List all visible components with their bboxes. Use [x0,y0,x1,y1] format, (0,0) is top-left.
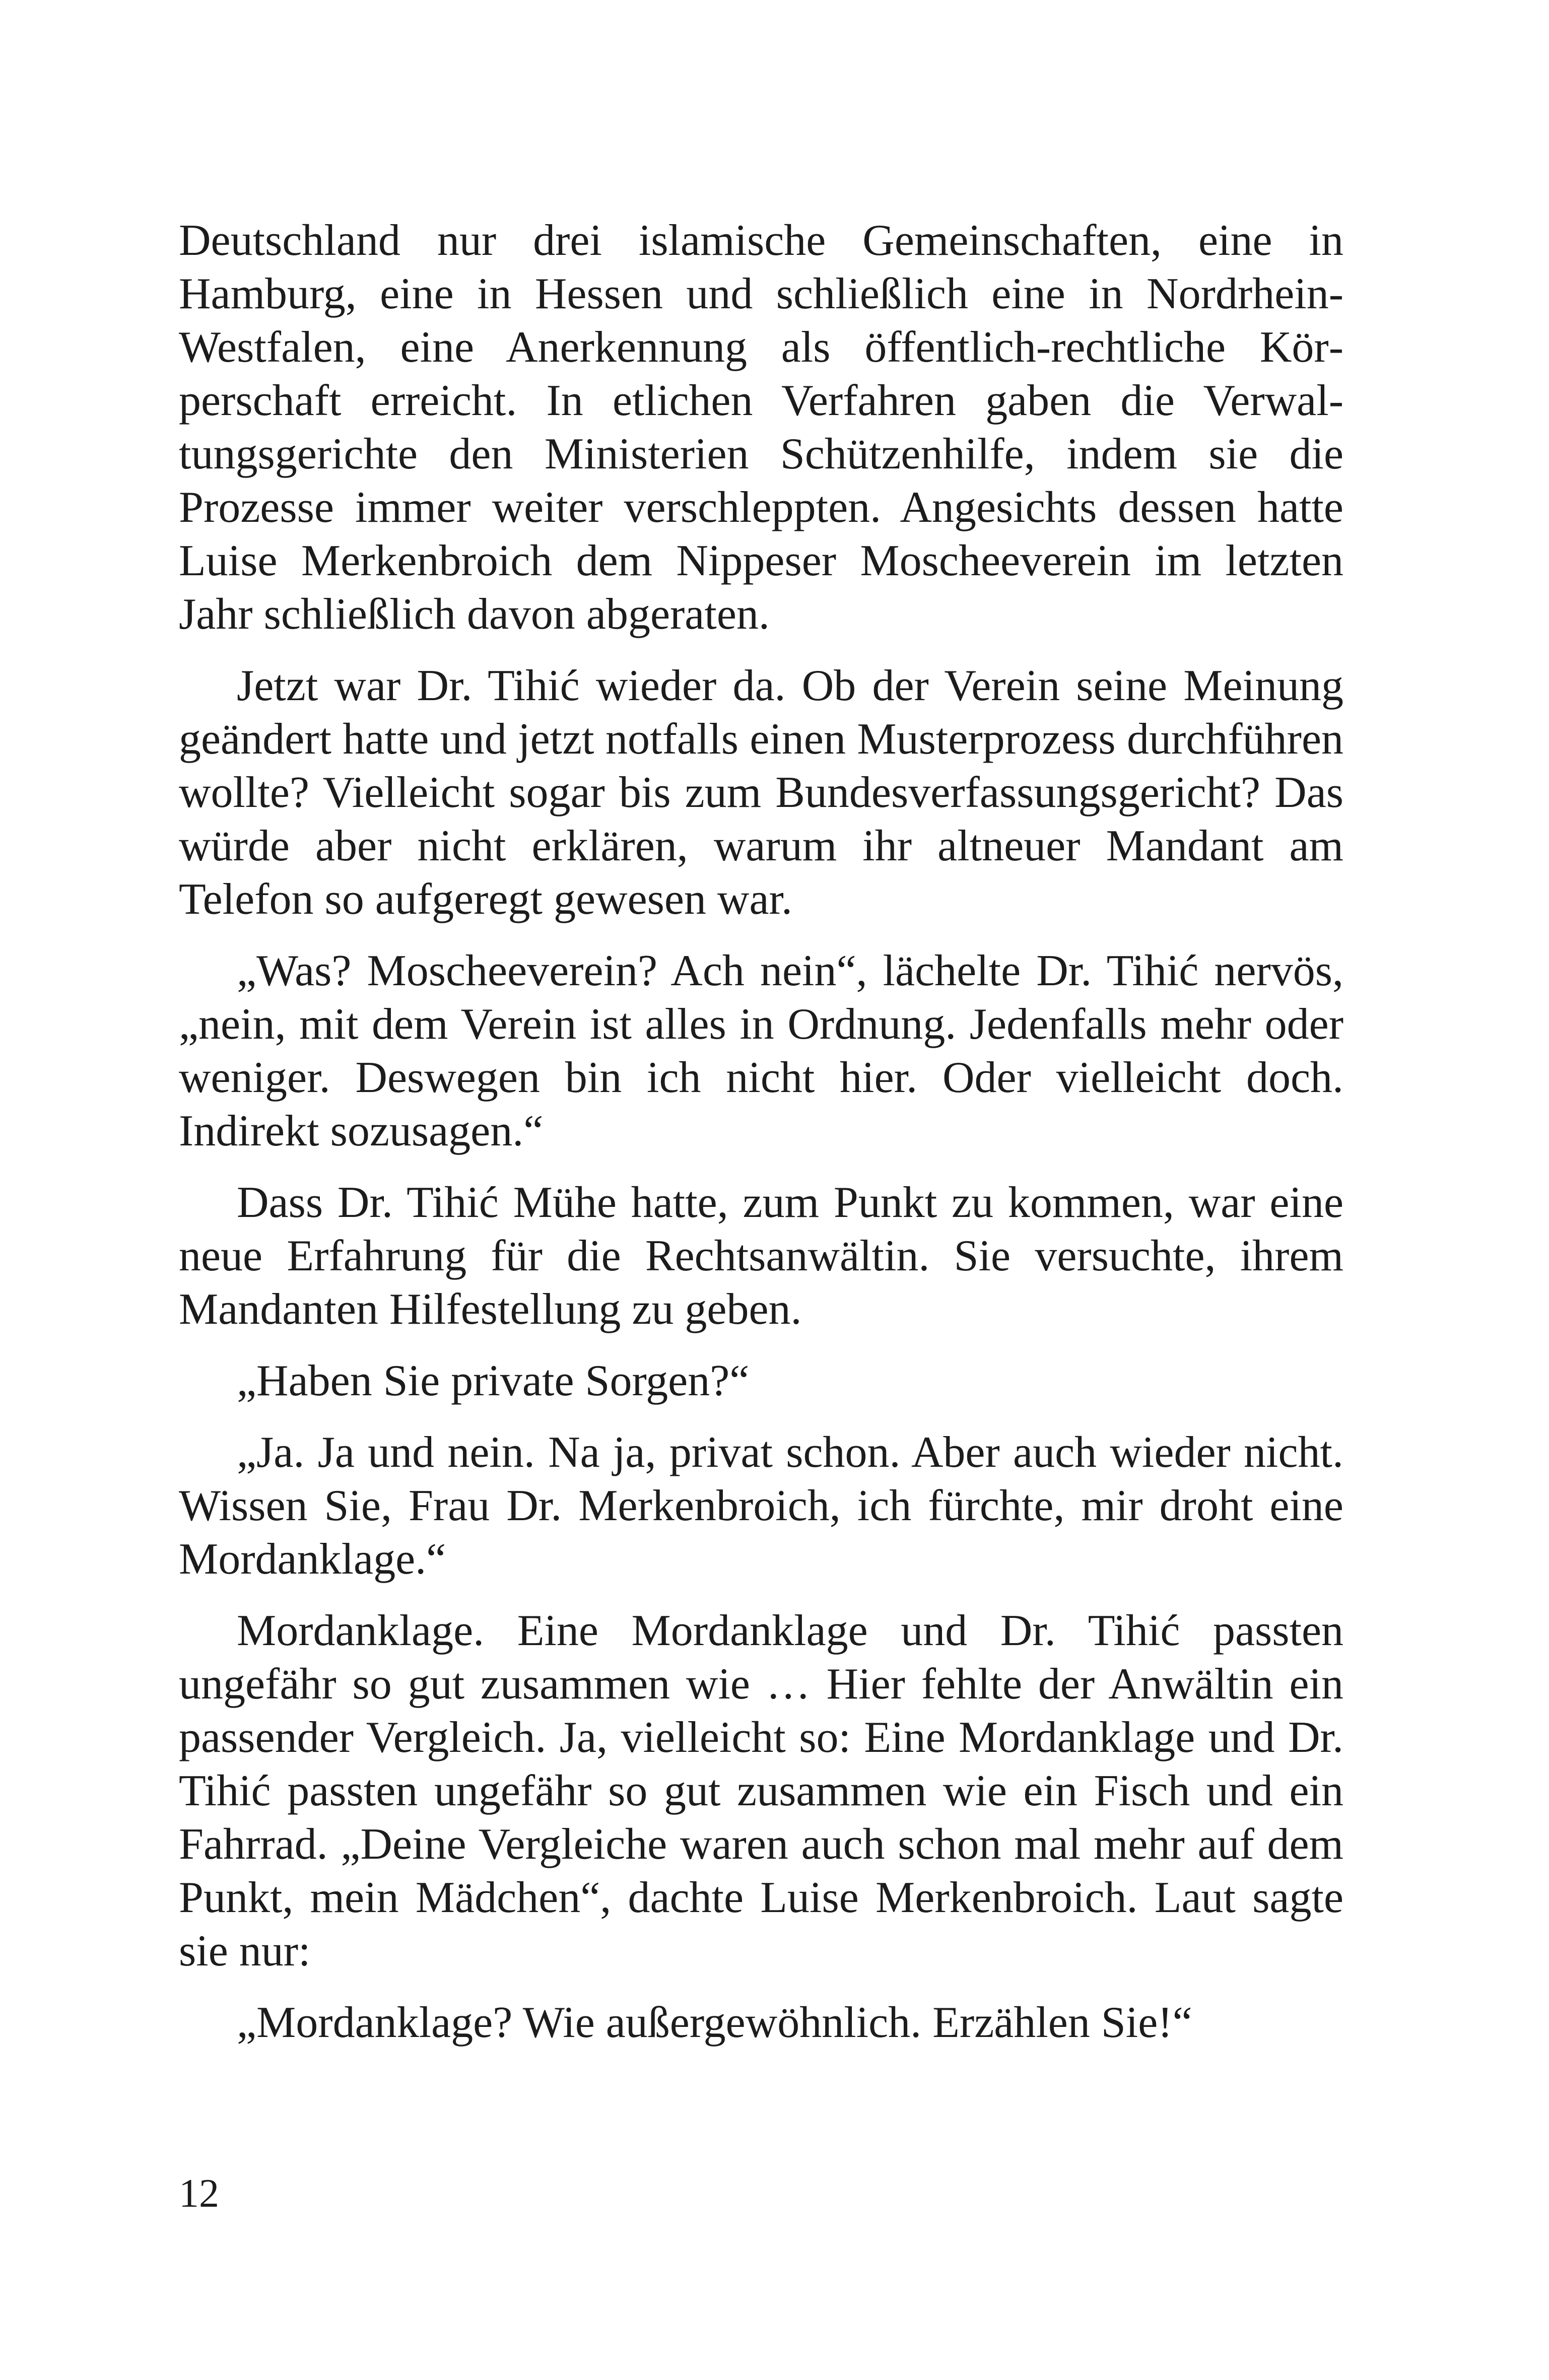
paragraph-1: Deutschland nur drei islamische Gemeinschaften, eine in Hamburg, eine in Hessen und schließlich eine in Nordrhein-Westfalen, eine Anerkennung als öffentlich-rechtliche Körperschaft erreicht. In etlichen Verfahren gaben die Verwaltungsgerichte den Ministerien Schützenhilfe, indem sie die Prozesse immer weiter verschleppten. Angesichts dessen hatte Luise Merkenbroich dem Nippeser Moscheeverein im letzten Jahr schließlich davon abgeraten. [179,216,1343,639]
paragraph-7: Mordanklage. Eine Mordanklage und Dr. Tihić passten ungefähr so gut zusammen wie … Hier fehlte der Anwältin ein passender Vergleich. Ja, vielleicht so: Eine Mordanklage und Dr. Tihić passten ungefähr so gut zusammen wie ein Fisch und ein Fahrrad. „Deine Vergleiche waren auch schon mal mehr auf dem Punkt, mein Mädchen“, dachte Luise Merkenbroich. Laut sagte sie nur: [179,1606,1343,1976]
paragraph-6: „Ja. Ja und nein. Na ja, privat schon. Aber auch wieder nicht. Wissen Sie, Frau Dr. Merkenbroich, ich fürchte, mir droht eine Mordanklage.“ [179,1428,1343,1584]
body-text [179,214,1343,2050]
paragraph-8: „Mordanklage? Wie außergewöhnlich. Erzählen Sie!“ [237,1998,1192,2047]
paragraph-5: „Haben Sie private Sorgen?“ [237,1356,750,1405]
page-number: 12 [179,2171,219,2216]
paragraph-3: „Was? Moscheeverein? Ach nein“, lächelte Dr. Tihić nervös, „nein, mit dem Verein ist alles in Ordnung. Jedenfalls mehr oder weniger. Deswegen bin ich nicht hier. Oder vielleicht doch. Indirekt sozusagen.“ [179,946,1343,1155]
paragraph-4: Dass Dr. Tihić Mühe hatte, zum Punkt zu kommen, war eine neue Erfahrung für die Rechtsanwältin. Sie versuchte, ihrem Mandanten Hilfestellung zu geben. [179,1178,1343,1334]
paragraph-2: Jetzt war Dr. Tihić wieder da. Ob der Verein seine Meinung geändert hatte und jetzt notfalls einen Musterprozess durchführen wollte? Vielleicht sogar bis zum Bundesverfassungsgericht? Das würde aber nicht erklären, warum ihr altneuer Mandant am Telefon so aufgeregt gewesen war. [179,661,1343,924]
